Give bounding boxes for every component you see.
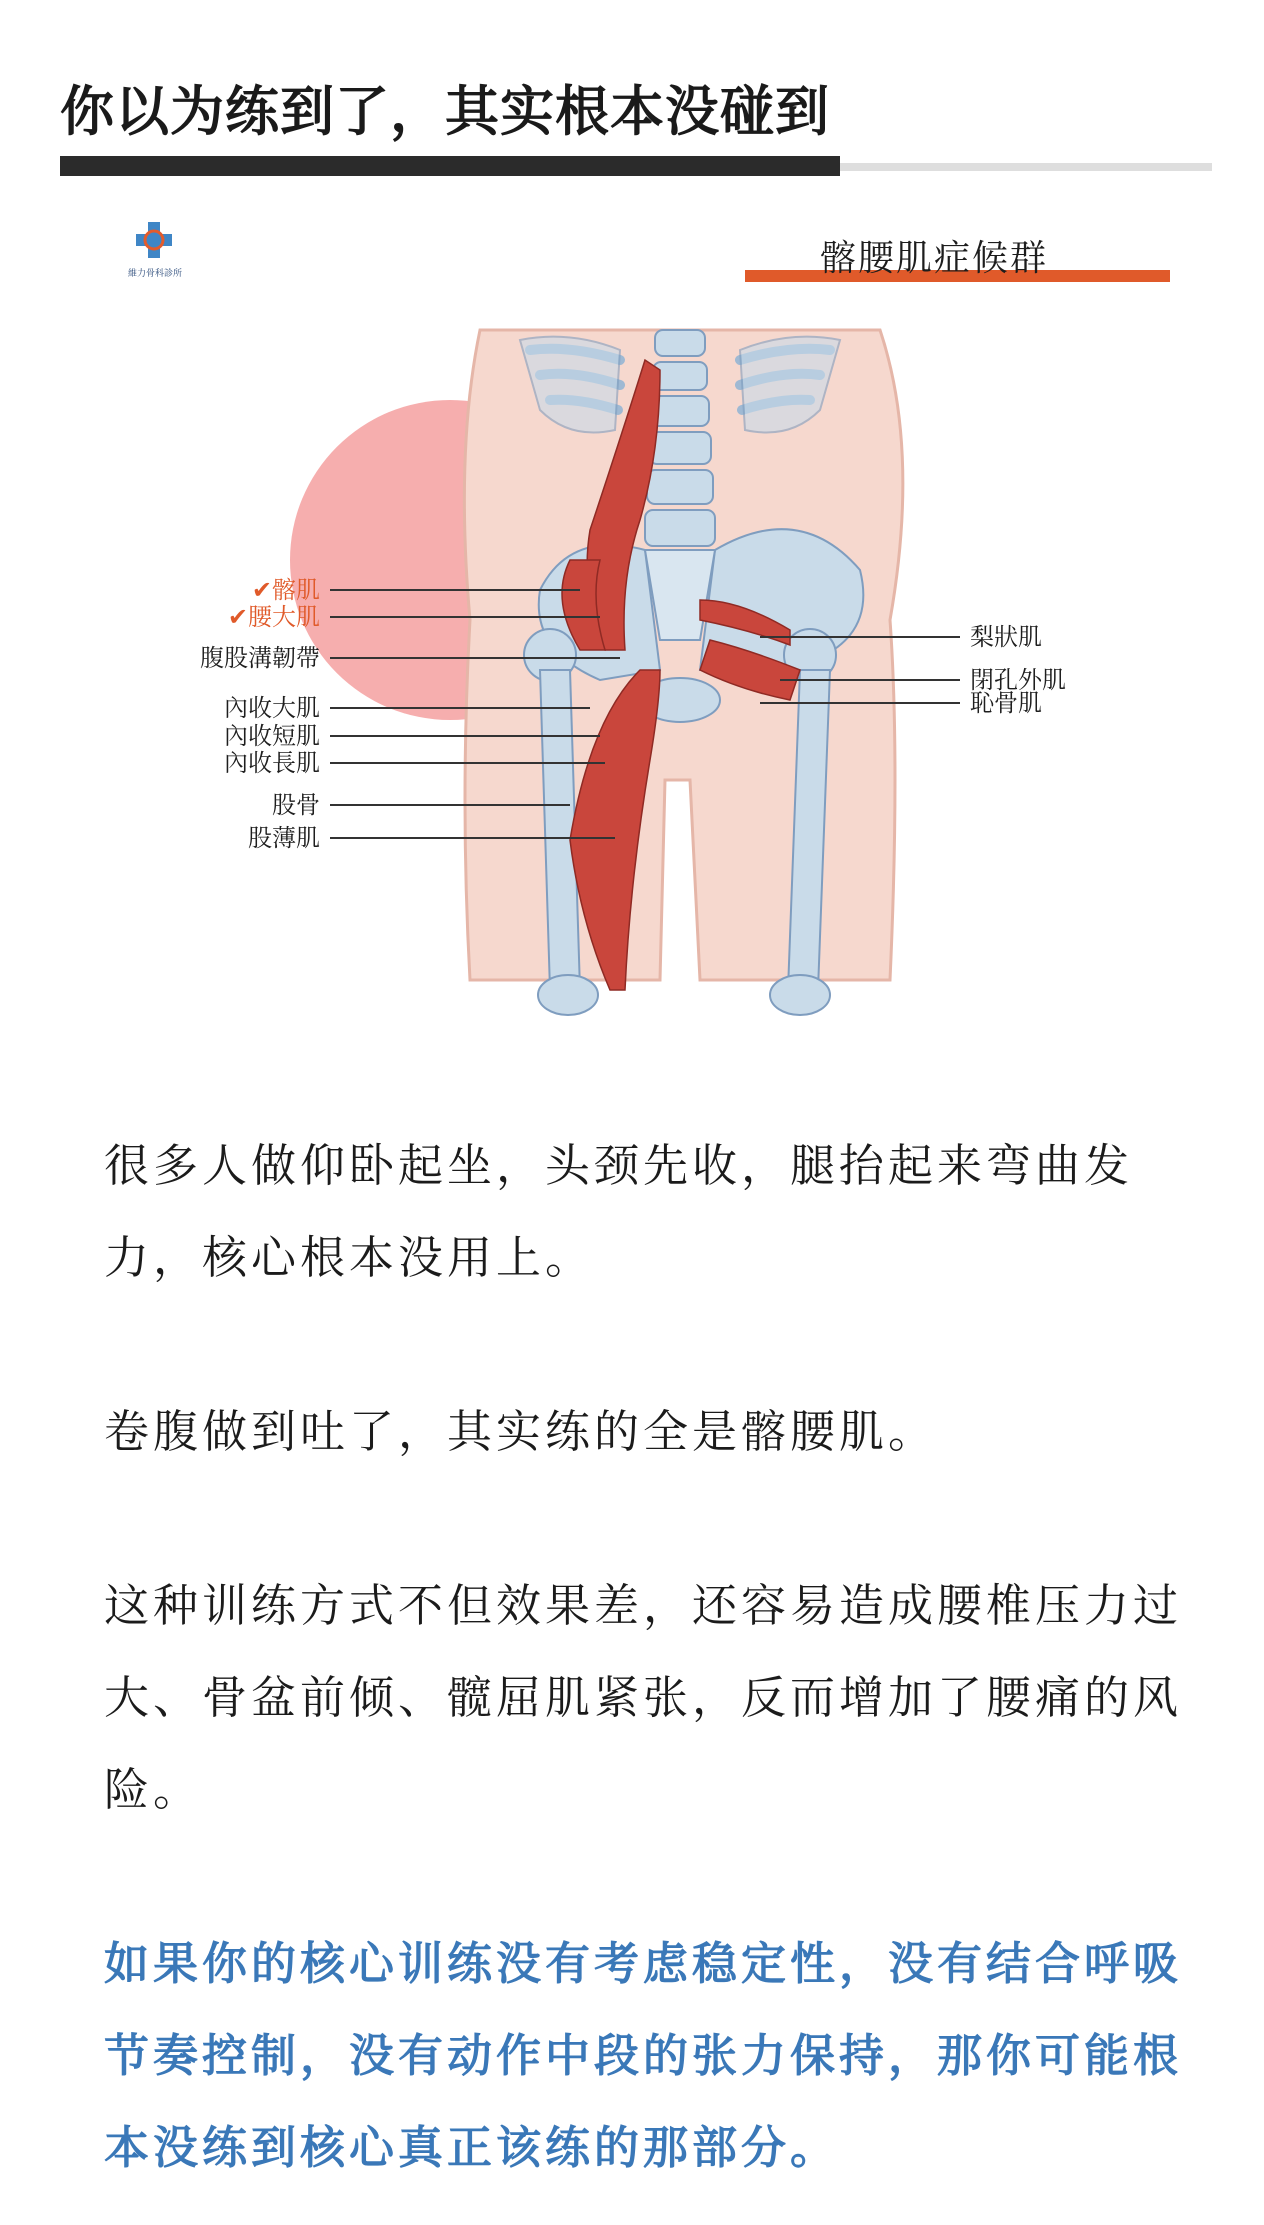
label-piriformis: 梨狀肌 bbox=[970, 623, 1042, 651]
heading-underline-light bbox=[840, 163, 1212, 171]
clinic-name: 維力骨科診所 bbox=[128, 269, 183, 279]
label-psoas-major: ✔腰大肌 bbox=[227, 603, 320, 631]
paragraph-risk: 这种训练方式不但效果差，还容易造成腰椎压力过大、骨盆前倾、髋屈肌紧张，反而增加了腰痛的风险。 bbox=[104, 1579, 1183, 1816]
paragraph-crunch: 卷腹做到吐了，其实练的全是髂腰肌。 bbox=[104, 1405, 938, 1458]
label-gracilis: 股薄肌 bbox=[248, 824, 320, 852]
label-obturator-externus: 閉孔外肌 bbox=[970, 666, 1066, 694]
label-pectineus: 恥骨肌 bbox=[970, 689, 1042, 717]
label-adductor-longus: 內收長肌 bbox=[224, 749, 320, 777]
clinic-logo-icon bbox=[136, 222, 172, 258]
label-adductor-magnus: 內收大肌 bbox=[224, 694, 320, 722]
page-heading: 你以为练到了，其实根本没碰到 bbox=[60, 80, 830, 143]
heading-underline-dark bbox=[60, 156, 840, 176]
label-femur: 股骨 bbox=[272, 791, 320, 819]
label-inguinal-ligament: 腹股溝韌帶 bbox=[200, 644, 320, 672]
paragraph-core-advice: 如果你的核心训练没有考虑稳定性，没有结合呼吸节奏控制，没有动作中段的张力保持，那你可能根本没练到核心真正该练的那部分。 bbox=[104, 1937, 1183, 2174]
anatomy-figure bbox=[100, 200, 1200, 1020]
figure-title: 髂腰肌症候群 bbox=[820, 238, 1049, 279]
label-adductor-brevis: 內收短肌 bbox=[224, 722, 320, 750]
paragraph-situp: 很多人做仰卧起坐，头颈先收，腿抬起来弯曲发力，核心根本没用上。 bbox=[104, 1139, 1134, 1284]
label-iliacus: ✔髂肌 bbox=[251, 576, 320, 604]
